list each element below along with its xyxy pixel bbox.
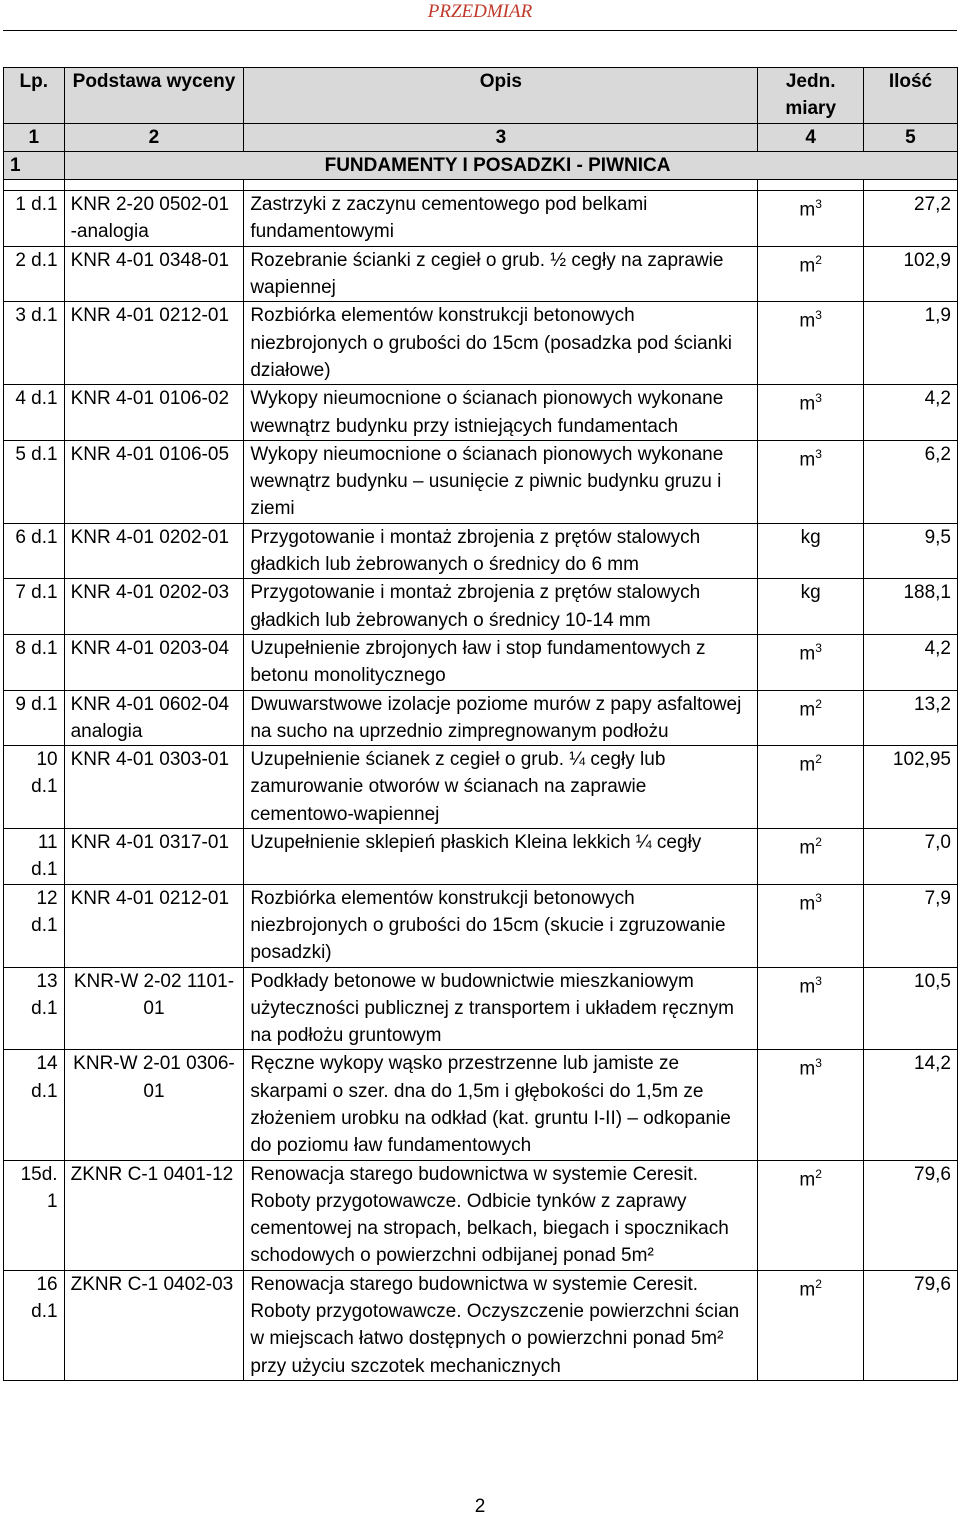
header-basis: Podstawa wyceny bbox=[64, 68, 244, 124]
unit-base: m bbox=[799, 698, 816, 720]
unit-exponent: 2 bbox=[815, 252, 822, 267]
quantity: 6,2 bbox=[863, 440, 957, 523]
quantity: 102,9 bbox=[863, 246, 957, 302]
row-number: 13 d.1 bbox=[4, 967, 65, 1050]
item-description: Uzupełnienie ścianek z cegieł o grub. ¼ cegły lub zamurowanie otworów w ścianach na zaprawie cementowo-wapiennej bbox=[244, 746, 758, 829]
table-row bbox=[4, 440, 958, 523]
unit-base: m bbox=[799, 643, 816, 665]
section-number: 1 bbox=[4, 151, 65, 179]
pricing-basis: KNR 4-01 0602-04 analogia bbox=[64, 690, 244, 746]
table-row bbox=[4, 1050, 958, 1160]
row-number: 2 d.1 bbox=[4, 246, 65, 302]
unit-exponent: 3 bbox=[815, 308, 822, 323]
row-number: 5 d.1 bbox=[4, 440, 65, 523]
pricing-basis: KNR 4-01 0317-01 bbox=[64, 829, 244, 885]
pricing-basis: KNR 4-01 0303-01 bbox=[64, 746, 244, 829]
row-number: 8 d.1 bbox=[4, 634, 65, 690]
unit-base: kg bbox=[800, 526, 821, 548]
table-row bbox=[4, 246, 958, 302]
unit-of-measure bbox=[758, 440, 864, 523]
table-row bbox=[4, 1270, 958, 1380]
pricing-basis: KNR 4-01 0203-04 bbox=[64, 634, 244, 690]
row-number: 4 d.1 bbox=[4, 385, 65, 441]
unit-exponent: 2 bbox=[815, 1276, 822, 1291]
unit-exponent: 3 bbox=[815, 973, 822, 988]
item-description: Rozbiórka elementów konstrukcji betonowych niezbrojonych o grubości do 15cm (posadzka pod ścianki działowe) bbox=[244, 302, 758, 385]
table-header-row bbox=[4, 68, 958, 124]
unit-of-measure bbox=[758, 690, 864, 746]
table-row bbox=[4, 191, 958, 247]
column-number: 3 bbox=[244, 123, 758, 151]
row-number: 9 d.1 bbox=[4, 690, 65, 746]
item-description: Renowacja starego budownictwa w systemie Ceresit. Roboty przygotowawcze. Odbicie tynków z zaprawy cementowej na stropach, belkach, biegach i spocznikach schodowych o powierzchni odbijanej ponad 5m² bbox=[244, 1160, 758, 1270]
pricing-basis: KNR 4-01 0106-02 bbox=[64, 385, 244, 441]
table-row bbox=[4, 579, 958, 635]
unit-of-measure bbox=[758, 634, 864, 690]
unit-of-measure bbox=[758, 1160, 864, 1270]
unit-of-measure bbox=[758, 246, 864, 302]
item-description: Uzupełnienie zbrojonych ław i stop fundamentowych z betonu monolitycznego bbox=[244, 634, 758, 690]
table-row bbox=[4, 385, 958, 441]
column-number: 5 bbox=[863, 123, 957, 151]
unit-exponent: 3 bbox=[815, 1056, 822, 1071]
unit-exponent: 3 bbox=[815, 890, 822, 905]
quantity: 14,2 bbox=[863, 1050, 957, 1160]
item-description: Dwuwarstwowe izolacje poziome murów z papy asfaltowej na sucho na uprzednio zimpregnowanym podłożu bbox=[244, 690, 758, 746]
header-rule bbox=[3, 30, 957, 31]
bill-of-quantities-table bbox=[3, 67, 958, 1381]
pricing-basis: ZKNR C-1 0402-03 bbox=[64, 1270, 244, 1380]
item-description: Przygotowanie i montaż zbrojenia z prętów stalowych gładkich lub żebrowanych o średnicy do 6 mm bbox=[244, 523, 758, 579]
table-row bbox=[4, 829, 958, 885]
table-row bbox=[4, 302, 958, 385]
quantity: 13,2 bbox=[863, 690, 957, 746]
quantity: 7,0 bbox=[863, 829, 957, 885]
column-number: 4 bbox=[758, 123, 864, 151]
item-description: Wykopy nieumocnione o ścianach pionowych wykonane wewnątrz budynku – usunięcie z piwnic budynku gruzu i ziemi bbox=[244, 440, 758, 523]
unit-base: m bbox=[799, 837, 816, 859]
quantity: 7,9 bbox=[863, 884, 957, 967]
table-row bbox=[4, 967, 958, 1050]
item-description: Zastrzyki z zaczynu cementowego pod belkami fundamentowymi bbox=[244, 191, 758, 247]
header-quantity: Ilość bbox=[863, 68, 957, 124]
row-number: 6 d.1 bbox=[4, 523, 65, 579]
unit-exponent: 2 bbox=[815, 696, 822, 711]
unit-of-measure bbox=[758, 302, 864, 385]
pricing-basis: KNR 4-01 0202-03 bbox=[64, 579, 244, 635]
unit-of-measure bbox=[758, 829, 864, 885]
pricing-basis: KNR 2-20 0502-01 -analogia bbox=[64, 191, 244, 247]
unit-of-measure bbox=[758, 523, 864, 579]
item-description: Rozbiórka elementów konstrukcji betonowych niezbrojonych o grubości do 15cm (skucie i zgruzowanie posadzki) bbox=[244, 884, 758, 967]
pricing-basis: KNR-W 2-02 1101-01 bbox=[64, 967, 244, 1050]
item-description: Ręczne wykopy wąsko przestrzenne lub jamiste ze skarpami o szer. dna do 1,5m i głębokości do 1,5m ze złożeniem urobku na odkład (kat. gruntu I-II) – odkopanie do poziomu ław fundamentowych bbox=[244, 1050, 758, 1160]
row-number: 1 d.1 bbox=[4, 191, 65, 247]
item-description: Rozebranie ścianki z cegieł o grub. ½ cegły na zaprawie wapiennej bbox=[244, 246, 758, 302]
row-number: 14 d.1 bbox=[4, 1050, 65, 1160]
document-header: PRZEDMIAR bbox=[427, 1, 533, 22]
unit-exponent: 3 bbox=[815, 391, 822, 406]
pricing-basis: KNR 4-01 0212-01 bbox=[64, 302, 244, 385]
table-row bbox=[4, 1160, 958, 1270]
item-description: Przygotowanie i montaż zbrojenia z prętów stalowych gładkich lub żebrowanych o średnicy 10-14 mm bbox=[244, 579, 758, 635]
unit-base: m bbox=[799, 255, 816, 277]
unit-of-measure bbox=[758, 1270, 864, 1380]
quantity: 9,5 bbox=[863, 523, 957, 579]
unit-base: m bbox=[799, 449, 816, 471]
table-row bbox=[4, 634, 958, 690]
header-unit: Jedn. miary bbox=[758, 68, 864, 124]
row-number: 16 d.1 bbox=[4, 1270, 65, 1380]
section-row bbox=[4, 151, 958, 179]
quantity: 102,95 bbox=[863, 746, 957, 829]
item-description: Uzupełnienie sklepień płaskich Kleina lekkich ¼ cegły bbox=[244, 829, 758, 885]
pricing-basis: ZKNR C-1 0401-12 bbox=[64, 1160, 244, 1270]
unit-exponent: 2 bbox=[815, 835, 822, 850]
unit-base: m bbox=[799, 1058, 816, 1080]
unit-of-measure bbox=[758, 884, 864, 967]
row-number: 3 d.1 bbox=[4, 302, 65, 385]
unit-base: m bbox=[799, 310, 816, 332]
row-number: 12 d.1 bbox=[4, 884, 65, 967]
unit-of-measure bbox=[758, 1050, 864, 1160]
unit-of-measure bbox=[758, 967, 864, 1050]
unit-base: m bbox=[799, 1168, 816, 1190]
pricing-basis: KNR-W 2-01 0306-01 bbox=[64, 1050, 244, 1160]
unit-exponent: 2 bbox=[815, 752, 822, 767]
row-number: 7 d.1 bbox=[4, 579, 65, 635]
quantity: 1,9 bbox=[863, 302, 957, 385]
unit-exponent: 2 bbox=[815, 1166, 822, 1181]
quantity: 79,6 bbox=[863, 1160, 957, 1270]
quantity: 4,2 bbox=[863, 385, 957, 441]
unit-of-measure bbox=[758, 385, 864, 441]
item-description: Wykopy nieumocnione o ścianach pionowych wykonane wewnątrz budynku przy istniejących fundamentach bbox=[244, 385, 758, 441]
row-number: 15d. 1 bbox=[4, 1160, 65, 1270]
unit-base: m bbox=[799, 975, 816, 997]
unit-base: m bbox=[799, 199, 816, 221]
header-lp: Lp. bbox=[4, 68, 65, 124]
unit-base: m bbox=[799, 393, 816, 415]
header-description: Opis bbox=[244, 68, 758, 124]
pricing-basis: KNR 4-01 0212-01 bbox=[64, 884, 244, 967]
column-number-row bbox=[4, 123, 958, 151]
unit-exponent: 3 bbox=[815, 640, 822, 655]
table-row bbox=[4, 523, 958, 579]
unit-base: m bbox=[799, 892, 816, 914]
pricing-basis: KNR 4-01 0202-01 bbox=[64, 523, 244, 579]
row-number: 11 d.1 bbox=[4, 829, 65, 885]
unit-base: kg bbox=[800, 582, 821, 604]
unit-of-measure bbox=[758, 191, 864, 247]
item-description: Renowacja starego budownictwa w systemie Ceresit. Roboty przygotowawcze. Oczyszczenie powierzchni ścian w miejscach łatwo dostępnych o powierzchni ponad 5m² przy użyciu szczotek mechanicznych bbox=[244, 1270, 758, 1380]
item-description: Podkłady betonowe w budownictwie mieszkaniowym użyteczności publicznej z transportem i układem ręcznym na podłożu gruntowym bbox=[244, 967, 758, 1050]
table-row bbox=[4, 690, 958, 746]
unit-base: m bbox=[799, 1279, 816, 1301]
unit-exponent: 3 bbox=[815, 197, 822, 212]
unit-of-measure bbox=[758, 746, 864, 829]
column-number: 2 bbox=[64, 123, 244, 151]
unit-base: m bbox=[799, 754, 816, 776]
quantity: 4,2 bbox=[863, 634, 957, 690]
section-title: FUNDAMENTY I POSADZKI - PIWNICA bbox=[64, 151, 957, 179]
quantity: 188,1 bbox=[863, 579, 957, 635]
table-row bbox=[4, 746, 958, 829]
table-row bbox=[4, 884, 958, 967]
page-number: 2 bbox=[474, 1496, 486, 1517]
unit-of-measure bbox=[758, 579, 864, 635]
pricing-basis: KNR 4-01 0106-05 bbox=[64, 440, 244, 523]
quantity: 79,6 bbox=[863, 1270, 957, 1380]
table-body bbox=[4, 180, 958, 1381]
row-number: 10 d.1 bbox=[4, 746, 65, 829]
spacer-row bbox=[4, 180, 958, 191]
pricing-basis: KNR 4-01 0348-01 bbox=[64, 246, 244, 302]
quantity: 27,2 bbox=[863, 191, 957, 247]
unit-exponent: 3 bbox=[815, 446, 822, 461]
quantity: 10,5 bbox=[863, 967, 957, 1050]
column-number: 1 bbox=[4, 123, 65, 151]
